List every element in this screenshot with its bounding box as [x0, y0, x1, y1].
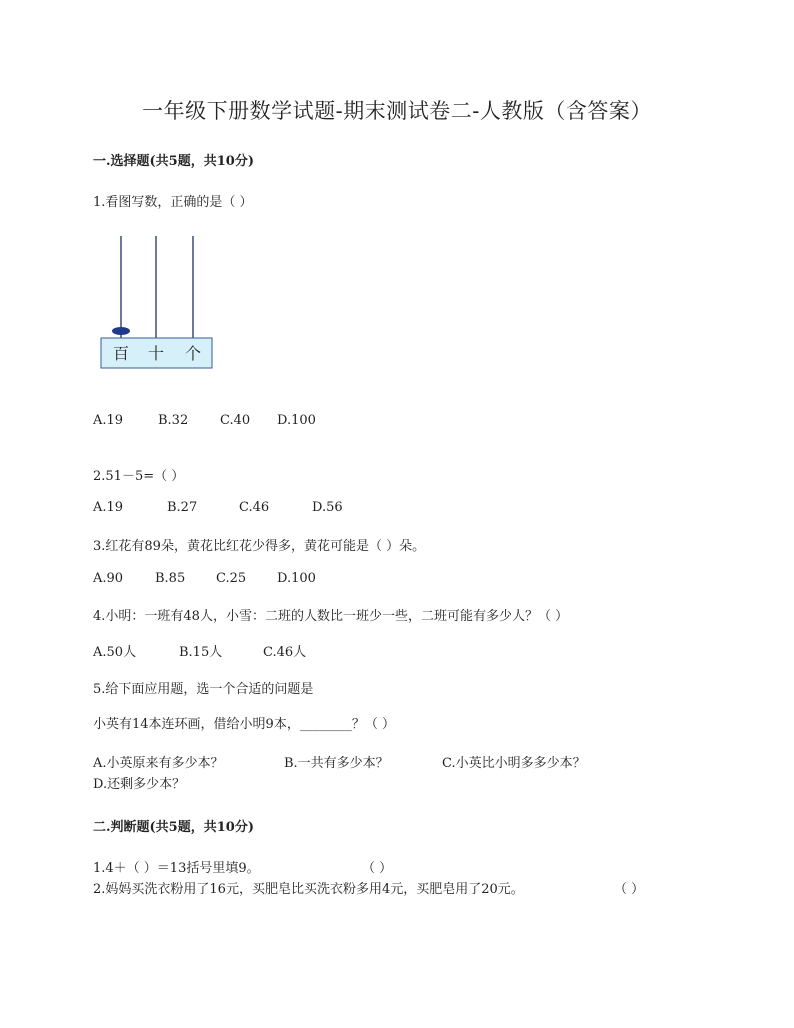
q2-option-a: A.19 — [93, 500, 124, 515]
page-title: 一年级下册数学试题-期末测试卷二-人教版（含答案） — [142, 99, 652, 123]
q5-option-a: A.小英原来有多少本？ — [93, 756, 224, 771]
q4-option-a: A.50人 — [93, 645, 137, 660]
abacus-label-ones: 个 — [184, 344, 202, 363]
q3-option-b: B.85 — [155, 571, 186, 586]
q1-option-b: B.32 — [158, 413, 189, 428]
q3-option-d: D.100 — [277, 571, 316, 586]
section-heading-choice: 一.选择题(共5题，共10分) — [93, 154, 254, 169]
judge-2-paren: （ ） — [614, 882, 645, 897]
q2-option-d: D.56 — [312, 500, 343, 515]
question-2-stem: 2.51－5=（ ） — [93, 469, 185, 484]
q4-option-c: C.46人 — [263, 645, 307, 660]
q5-option-d: D.还剩多少本？ — [93, 777, 186, 792]
abacus-label-hundreds: 百 — [112, 344, 130, 363]
q3-option-c: C.25 — [216, 571, 247, 586]
q1-option-a: A.19 — [93, 413, 124, 428]
q4-option-b: B.15人 — [179, 645, 223, 660]
q5-option-b: B.一共有多少本？ — [284, 756, 389, 771]
judge-1-stem: 1.4＋（ ）＝13括号里填9。 — [93, 861, 260, 876]
question-4-stem: 4.小明：一班有48人，小雪：二班的人数比一班少一些，二班可能有多少人？（ ） — [93, 609, 569, 624]
q2-option-b: B.27 — [167, 500, 198, 515]
q1-option-c: C.40 — [220, 413, 251, 428]
question-1-stem: 1.看图写数，正确的是（ ） — [93, 195, 253, 210]
q1-option-d: D.100 — [277, 413, 316, 428]
abacus-label-tens: 十 — [147, 344, 165, 363]
abacus-figure — [100, 234, 214, 370]
q5-option-c: C.小英比小明多多少本？ — [442, 756, 586, 771]
question-5-stem: 5.给下面应用题，选一个合适的问题是 — [93, 682, 314, 697]
judge-1-paren: （ ） — [362, 861, 393, 876]
abacus-bead — [112, 327, 130, 335]
q3-option-a: A.90 — [93, 571, 124, 586]
question-3-stem: 3.红花有89朵，黄花比红花少得多，黄花可能是（ ）朵。 — [93, 539, 426, 554]
section-heading-judge: 二.判断题(共5题，共10分) — [93, 820, 254, 835]
question-5-sub: 小英有14本连环画，借给小明9本，________？（ ） — [93, 717, 395, 732]
q2-option-c: C.46 — [239, 500, 270, 515]
judge-2-stem: 2.妈妈买洗衣粉用了16元，买肥皂比买洗衣粉多用4元，买肥皂用了20元。 — [93, 882, 524, 897]
